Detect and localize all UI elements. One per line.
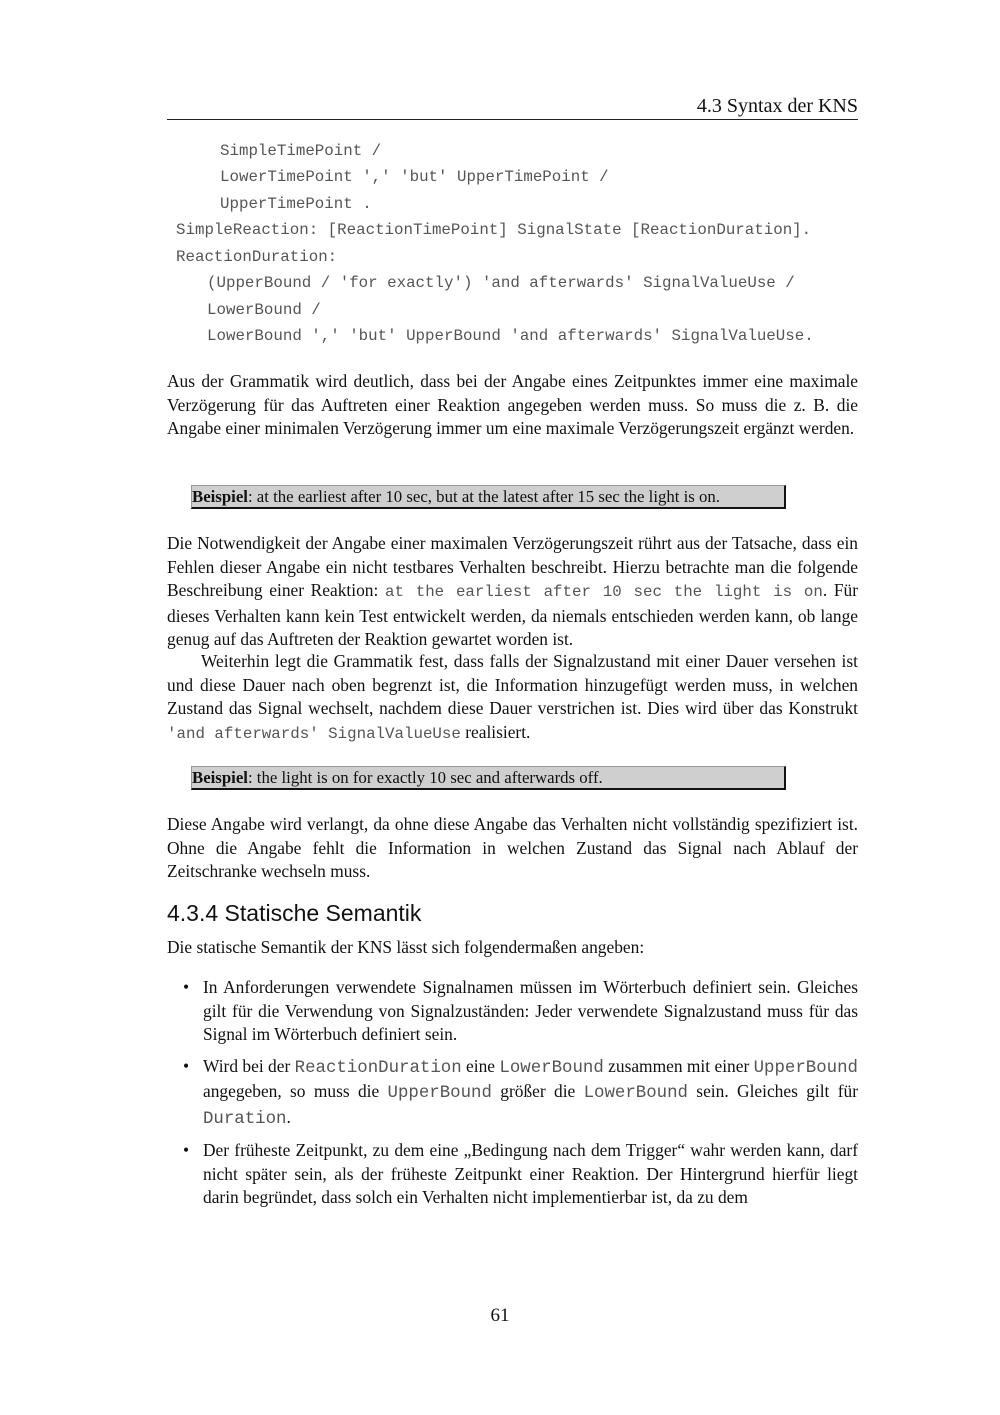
grammar-line-8: LowerBound ',' 'but' UpperBound 'and afterwards' SignalValueUse. [207,327,814,345]
grammar-line-4: SimpleReaction: [ReactionTimePoint] SignalState [ReactionDuration]. [176,221,812,239]
bullet-list [167,976,858,1218]
inline-code: UpperBound [387,1084,492,1103]
list-item [167,1055,858,1132]
grammar-line-1: SimpleTimePoint / [220,142,382,160]
paragraph-3 [167,650,858,746]
list-item-text: Der früheste Zeitpunkt, zu dem eine „Bedingung nach dem Trigger“ wahr werden kann, darf nicht später sein, als der früheste Zeitpunkt einer Reaktion. Der Hintergrund hierfür liegt darin begründet, dass solch ein Verhalten nicht implementierbar ist, da zu dem [203,1140,858,1207]
inline-code: at the earliest after 10 sec the light is on [384,583,823,601]
inline-code: Duration [203,1109,287,1129]
list-item-text: In Anforderungen verwendete Signalnamen müssen im Wörterbuch definiert sein. Gleiches gilt für die Verwendung von Signalzuständen: Jeder verwendete Signalzustand muss für das Signal im Wörterbuch definiert sein. [203,977,858,1044]
inline-code: 'and afterwards' SignalValueUse [167,724,461,743]
inline-code: LowerBound [583,1084,688,1103]
paragraph-2-text: Die Notwendigkeit der Angabe einer maximalen Verzögerungszeit rührt aus der Tatsache, dass ein Fehlen dieser Angabe ein nicht testbares Verhalten beschreibt. Hierzu betrachte man die folgende Beschreibung einer Reaktion: [167,533,858,600]
paragraph-5: Die statische Semantik der KNS lässt sich folgendermaßen angeben: [167,937,645,957]
bullet-icon: • [183,977,190,997]
example-label: Beispiel [192,487,248,506]
list-item-text: größer die [491,1081,584,1101]
list-item-text: sein. Gleiches gilt für [687,1081,859,1101]
example-label: Beispiel [192,768,248,787]
grammar-line-3: UpperTimePoint . [220,195,372,213]
grammar-line-7: LowerBound / [207,301,321,319]
list-item-text: . [286,1106,291,1127]
bullet-icon: • [183,1055,190,1076]
list-item-text: eine [461,1055,500,1076]
grammar-line-5: ReactionDuration: [176,248,338,266]
paragraph-1: Aus der Grammatik wird deutlich, dass bei der Angabe eines Zeitpunktes immer eine maximale Verzögerung für das Auftreten einer Reaktion angegeben werden muss. So muss die z. B. die Angabe einer minimalen Verzögerung immer um eine maximale Verzögerungszeit ergänzt werden. [167,371,858,438]
section-heading: 4.3.4 Statische Semantik [167,900,422,926]
inline-code: UpperBound [753,1058,858,1078]
paragraph-2-text-end: . Für dieses Verhalten kann kein Test entwickelt werden, da niemals entschieden werden kann, ob lange genug auf das Auftreten der Reaktion gewartet worden ist. [167,580,859,649]
page-number: 61 [490,1305,510,1326]
example-text: : at the earliest after 10 sec, but at the latest after 15 sec the light is on. [247,487,720,506]
inline-code: LowerBound [499,1058,604,1078]
grammar-line-6: (UpperBound / 'for exactly') 'and afterwards' SignalValueUse / [207,274,795,292]
list-item [167,1139,858,1210]
grammar-line-2: LowerTimePoint ',' 'but' UpperTimePoint / [220,168,609,186]
header-title: 4.3 Syntax der KNS [696,95,858,117]
list-item-text: Wird bei der [203,1055,295,1076]
list-item-text: angegeben, so muss die [203,1081,388,1101]
paragraph-3-text: Weiterhin legt die Grammatik fest, dass falls der Signalzustand mit einer Dauer versehen ist und diese Dauer nach oben begrenzt ist, die Information hinzugefügt werden muss, in welchen Zustand das Signal wechselt, nachdem diese Dauer verstrichen ist. Dies wird über das Konstrukt [167,651,858,718]
paragraph-4: Diese Angabe wird verlangt, da ohne diese Angabe das Verhalten nicht vollständig spezifiziert ist. Ohne die Angabe fehlt die Information in welchen Zustand das Signal nach Ablauf der Zeitschranke wechseln muss. [167,814,858,881]
bullet-icon: • [183,1140,190,1160]
inline-code: ReactionDuration [294,1058,462,1078]
example-box-2 [191,766,786,790]
paragraph-2 [167,532,858,652]
list-item-text: zusammen mit einer [603,1055,754,1076]
running-header [167,94,858,120]
example-box-1 [191,485,786,509]
paragraph-3-text-end: realisiert. [460,721,531,742]
list-item [167,976,858,1047]
example-text: : the light is on for exactly 10 sec and afterwards off. [247,768,603,787]
